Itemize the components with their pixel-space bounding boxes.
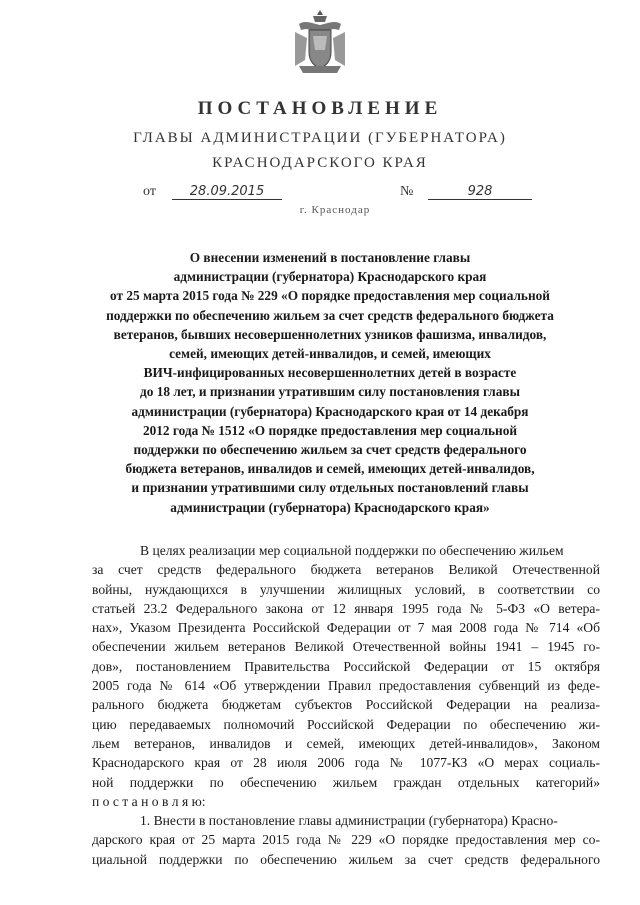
body-line: цию передаваемых полномочий Российской Федерации по обеспечению жи-: [92, 716, 600, 732]
title-line: бюджета ветеранов, инвалидов и семей, имеющих детей-инвалидов,: [125, 461, 535, 477]
title-line: 2012 года № 1512 «О порядке предоставления мер социальной: [142, 422, 518, 438]
region-heading: КРАСНОДАРСКОГО КРАЯ: [212, 155, 428, 171]
body-line: 1. Внести в постановление главы администрации (губернатора) Красно-: [140, 813, 558, 829]
document-body: [92, 541, 600, 869]
body-line: войны, нуждающихся в улучшении жилищных условий, в соответствии со: [92, 581, 600, 597]
date-label: от: [143, 184, 156, 199]
body-line: за счет средств федерального бюджета ветеранов Великой Отечественной: [92, 562, 600, 578]
title-line: и признании утратившими силу отдельных постановлений главы: [131, 480, 529, 496]
title-line: О внесении изменений в постановление главы: [189, 250, 471, 265]
title-line: поддержки по обеспечению жильем за счет средств федерального бюджета: [106, 307, 554, 323]
body-line: обеспечении жильем ветеранов Великой Отечественной войны 1941 – 1945 го-: [92, 639, 600, 655]
body-line: циальной поддержки по обеспечению жильем за счет средств федерального: [92, 851, 600, 867]
document-date: 28.09.2015: [172, 184, 282, 200]
title-line: администрации (губернатора) Краснодарского края: [173, 269, 487, 285]
title-line: ВИЧ-инфицированных несовершеннолетних детей в возрасте: [143, 365, 517, 381]
body-line: ной поддержки по обеспечению жильем граждан отдельных категорий»: [92, 774, 600, 790]
body-line: 2005 года № 614 «Об утверждении Правил предоставления субвенций из феде-: [92, 678, 600, 694]
body-line: Краснодарского края от 28 июля 2006 года № 1077-КЗ «О мерах социаль-: [92, 755, 600, 771]
title-line: семей, имеющих детей-инвалидов, и семей, имеющих: [169, 346, 491, 362]
title-line: администрации (губернатора) Краснодарского края»: [170, 499, 490, 515]
title-line: от 25 марта 2015 года № 229 «О порядке предоставления мер социальной: [110, 288, 550, 304]
body-line: нах», Указом Президента Российской Федерации от 7 мая 2008 года № 714 «Об: [92, 620, 600, 636]
body-line: рального бюджета бюджетам субъектов Российской Федерации на реализа-: [92, 697, 600, 713]
doc-type-heading: ПОСТАНОВЛЕНИЕ: [197, 98, 443, 119]
body-line: дов», постановлением Правительства Российской Федерации от 15 октября: [92, 658, 600, 674]
number-label: №: [400, 184, 414, 199]
body-line: дарского края от 25 марта 2015 года № 229 «О порядке предоставления мер со-: [92, 832, 600, 848]
coat-of-arms-emblem: [289, 6, 351, 78]
title-line: поддержки по обеспечению жильем за счет средств федерального: [133, 442, 527, 458]
title-line: до 18 лет, и признании утратившим силу постановления главы: [140, 384, 520, 400]
title-line: администрации (губернатора) Краснодарского края от 14 декабря: [131, 403, 529, 419]
issuer-heading: ГЛАВЫ АДМИНИСТРАЦИИ (ГУБЕРНАТОРА): [133, 130, 507, 146]
document-title: [60, 248, 600, 517]
title-line: ветеранов, бывших несовершеннолетних узников фашизма, инвалидов,: [113, 326, 547, 342]
body-line: В целях реализации мер социальной поддержки по обеспечению жильем: [140, 543, 564, 558]
body-line: статьей 23.2 Федерального закона от 12 января 1995 года № 5-ФЗ «О ветера-: [92, 600, 600, 616]
body-line: льем ветеранов, инвалидов и семей, имеющих детей-инвалидов», Законом: [92, 735, 600, 751]
body-line: п о с т а н о в л я ю:: [92, 793, 206, 809]
city-label: г. Краснодар: [299, 204, 371, 216]
document-number: 928: [428, 184, 532, 200]
